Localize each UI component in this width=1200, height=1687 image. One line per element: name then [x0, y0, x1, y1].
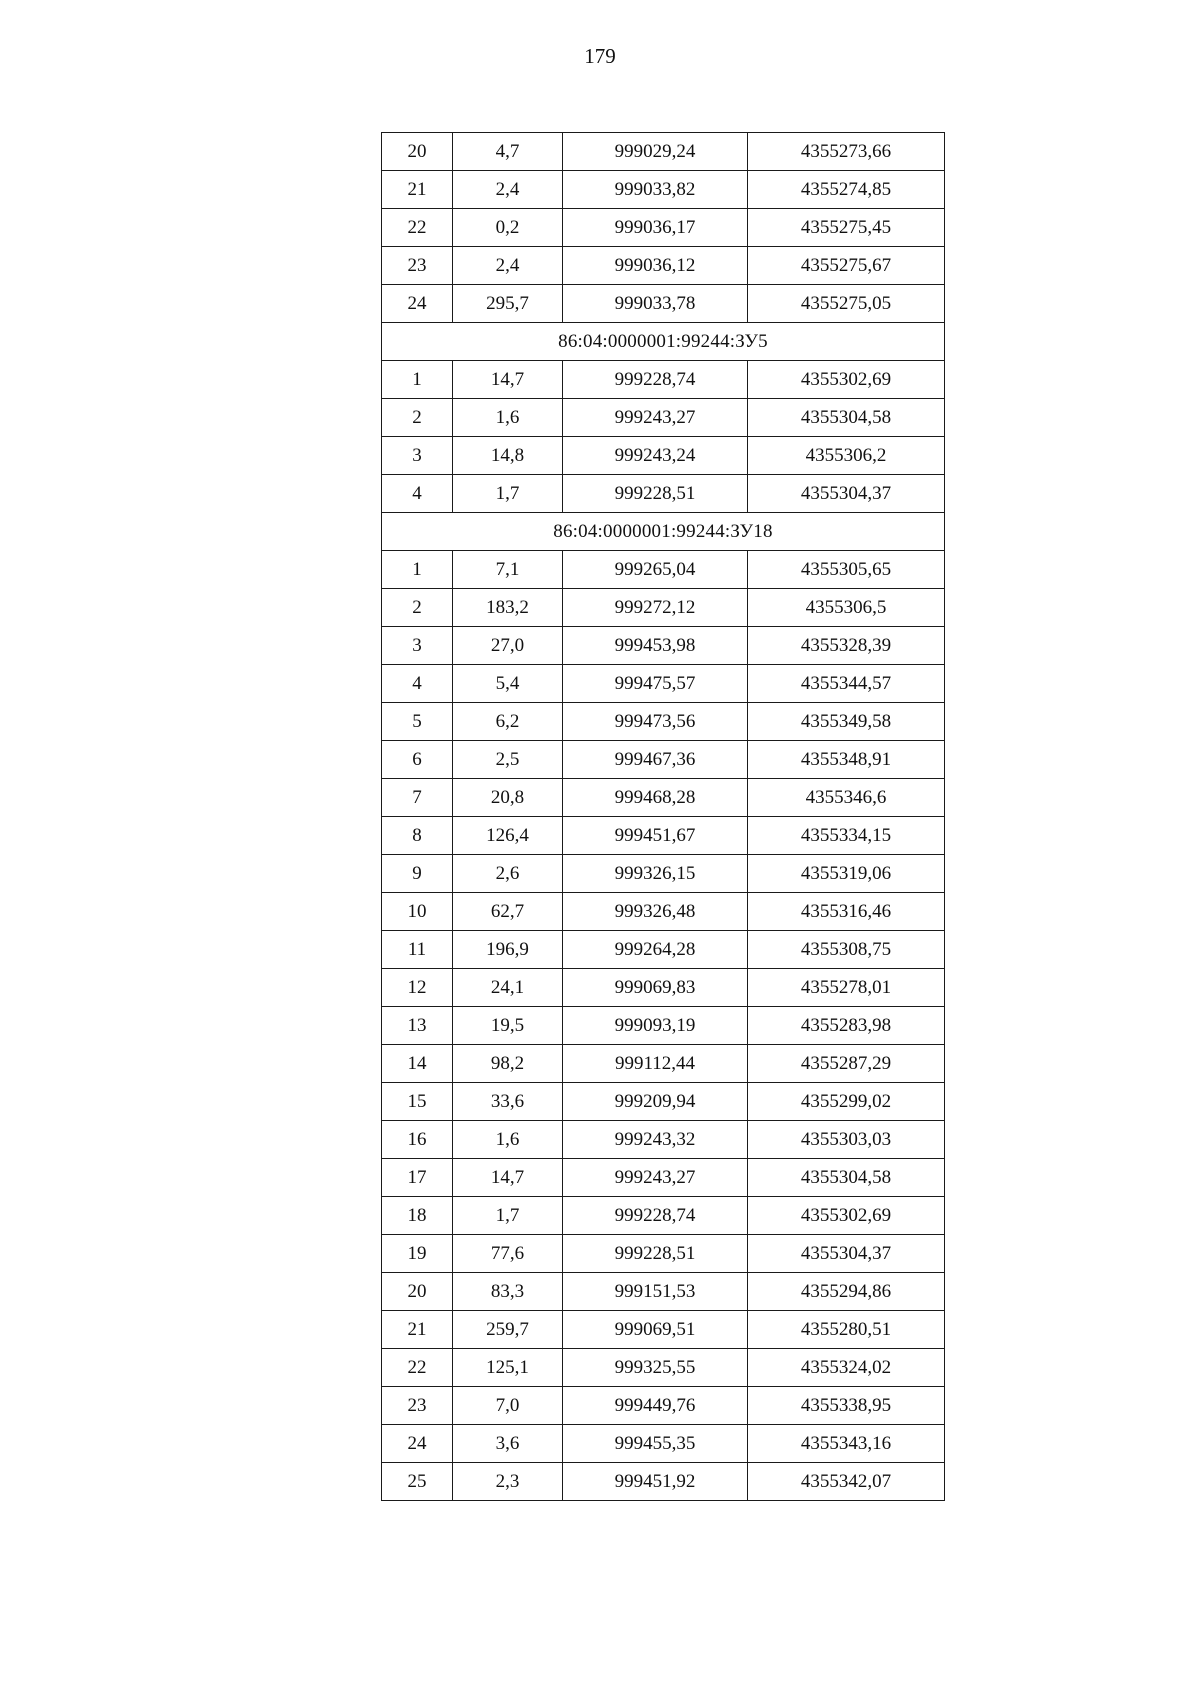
- point-number-cell: 2: [382, 399, 453, 437]
- segment-length-cell: 27,0: [453, 627, 563, 665]
- point-number-cell: 9: [382, 855, 453, 893]
- x-coordinate-cell: 999029,24: [563, 133, 748, 171]
- segment-length-cell: 2,5: [453, 741, 563, 779]
- point-number-cell: 22: [382, 1349, 453, 1387]
- point-number-cell: 6: [382, 741, 453, 779]
- segment-length-cell: 183,2: [453, 589, 563, 627]
- segment-length-cell: 14,8: [453, 437, 563, 475]
- point-number-cell: 21: [382, 1311, 453, 1349]
- x-coordinate-cell: 999326,15: [563, 855, 748, 893]
- segment-length-cell: 83,3: [453, 1273, 563, 1311]
- y-coordinate-cell: 4355316,46: [748, 893, 945, 931]
- table-row: [382, 437, 945, 475]
- y-coordinate-cell: 4355275,67: [748, 247, 945, 285]
- point-number-cell: 24: [382, 285, 453, 323]
- y-coordinate-cell: 4355343,16: [748, 1425, 945, 1463]
- x-coordinate-cell: 999243,32: [563, 1121, 748, 1159]
- y-coordinate-cell: 4355304,58: [748, 399, 945, 437]
- point-number-cell: 21: [382, 171, 453, 209]
- table-row: [382, 1273, 945, 1311]
- table-row: [382, 1045, 945, 1083]
- y-coordinate-cell: 4355283,98: [748, 1007, 945, 1045]
- x-coordinate-cell: 999451,92: [563, 1463, 748, 1501]
- table-row: [382, 361, 945, 399]
- point-number-cell: 3: [382, 437, 453, 475]
- x-coordinate-cell: 999093,19: [563, 1007, 748, 1045]
- y-coordinate-cell: 4355304,37: [748, 1235, 945, 1273]
- segment-length-cell: 295,7: [453, 285, 563, 323]
- x-coordinate-cell: 999326,48: [563, 893, 748, 931]
- table-row: [382, 551, 945, 589]
- table-row: [382, 817, 945, 855]
- segment-length-cell: 14,7: [453, 361, 563, 399]
- parcel-cadastral-number: 86:04:0000001:99244:ЗУ18: [382, 513, 945, 551]
- point-number-cell: 23: [382, 1387, 453, 1425]
- y-coordinate-cell: 4355304,58: [748, 1159, 945, 1197]
- x-coordinate-cell: 999069,83: [563, 969, 748, 1007]
- y-coordinate-cell: 4355299,02: [748, 1083, 945, 1121]
- y-coordinate-cell: 4355294,86: [748, 1273, 945, 1311]
- point-number-cell: 16: [382, 1121, 453, 1159]
- point-number-cell: 24: [382, 1425, 453, 1463]
- y-coordinate-cell: 4355303,03: [748, 1121, 945, 1159]
- y-coordinate-cell: 4355304,37: [748, 475, 945, 513]
- x-coordinate-cell: 999228,51: [563, 1235, 748, 1273]
- segment-length-cell: 1,6: [453, 1121, 563, 1159]
- x-coordinate-cell: 999036,12: [563, 247, 748, 285]
- segment-length-cell: 62,7: [453, 893, 563, 931]
- table-row: [382, 703, 945, 741]
- coordinates-table: [381, 132, 945, 1501]
- table-row: [382, 1197, 945, 1235]
- y-coordinate-cell: 4355306,5: [748, 589, 945, 627]
- table-row: [382, 475, 945, 513]
- y-coordinate-cell: 4355287,29: [748, 1045, 945, 1083]
- x-coordinate-cell: 999475,57: [563, 665, 748, 703]
- parcel-cadastral-number: 86:04:0000001:99244:ЗУ5: [382, 323, 945, 361]
- segment-length-cell: 7,1: [453, 551, 563, 589]
- y-coordinate-cell: 4355305,65: [748, 551, 945, 589]
- x-coordinate-cell: 999243,27: [563, 399, 748, 437]
- y-coordinate-cell: 4355278,01: [748, 969, 945, 1007]
- table-row: [382, 931, 945, 969]
- segment-length-cell: 7,0: [453, 1387, 563, 1425]
- x-coordinate-cell: 999449,76: [563, 1387, 748, 1425]
- point-number-cell: 20: [382, 1273, 453, 1311]
- segment-length-cell: 2,6: [453, 855, 563, 893]
- segment-length-cell: 3,6: [453, 1425, 563, 1463]
- point-number-cell: 15: [382, 1083, 453, 1121]
- x-coordinate-cell: 999112,44: [563, 1045, 748, 1083]
- segment-length-cell: 2,3: [453, 1463, 563, 1501]
- point-number-cell: 1: [382, 551, 453, 589]
- y-coordinate-cell: 4355349,58: [748, 703, 945, 741]
- x-coordinate-cell: 999228,51: [563, 475, 748, 513]
- table-row: [382, 665, 945, 703]
- point-number-cell: 7: [382, 779, 453, 817]
- table-row: [382, 1425, 945, 1463]
- y-coordinate-cell: 4355319,06: [748, 855, 945, 893]
- y-coordinate-cell: 4355308,75: [748, 931, 945, 969]
- table-row: [382, 171, 945, 209]
- y-coordinate-cell: 4355344,57: [748, 665, 945, 703]
- point-number-cell: 19: [382, 1235, 453, 1273]
- point-number-cell: 14: [382, 1045, 453, 1083]
- point-number-cell: 20: [382, 133, 453, 171]
- y-coordinate-cell: 4355324,02: [748, 1349, 945, 1387]
- point-number-cell: 2: [382, 589, 453, 627]
- point-number-cell: 4: [382, 475, 453, 513]
- x-coordinate-cell: 999033,78: [563, 285, 748, 323]
- segment-length-cell: 196,9: [453, 931, 563, 969]
- table-row: [382, 399, 945, 437]
- x-coordinate-cell: 999033,82: [563, 171, 748, 209]
- point-number-cell: 22: [382, 209, 453, 247]
- segment-length-cell: 20,8: [453, 779, 563, 817]
- y-coordinate-cell: 4355302,69: [748, 361, 945, 399]
- point-number-cell: 8: [382, 817, 453, 855]
- x-coordinate-cell: 999325,55: [563, 1349, 748, 1387]
- y-coordinate-cell: 4355306,2: [748, 437, 945, 475]
- point-number-cell: 10: [382, 893, 453, 931]
- point-number-cell: 13: [382, 1007, 453, 1045]
- segment-length-cell: 14,7: [453, 1159, 563, 1197]
- x-coordinate-cell: 999209,94: [563, 1083, 748, 1121]
- segment-length-cell: 1,7: [453, 475, 563, 513]
- x-coordinate-cell: 999243,24: [563, 437, 748, 475]
- table-row: [382, 1159, 945, 1197]
- y-coordinate-cell: 4355338,95: [748, 1387, 945, 1425]
- segment-length-cell: 77,6: [453, 1235, 563, 1273]
- segment-length-cell: 33,6: [453, 1083, 563, 1121]
- point-number-cell: 1: [382, 361, 453, 399]
- x-coordinate-cell: 999272,12: [563, 589, 748, 627]
- table-row: [382, 1235, 945, 1273]
- segment-length-cell: 2,4: [453, 247, 563, 285]
- point-number-cell: 11: [382, 931, 453, 969]
- segment-length-cell: 4,7: [453, 133, 563, 171]
- table-row: [382, 1311, 945, 1349]
- table-row: [382, 133, 945, 171]
- x-coordinate-cell: 999264,28: [563, 931, 748, 969]
- x-coordinate-cell: 999228,74: [563, 1197, 748, 1235]
- x-coordinate-cell: 999467,36: [563, 741, 748, 779]
- segment-length-cell: 1,6: [453, 399, 563, 437]
- table-row: [382, 779, 945, 817]
- table-row: [382, 1463, 945, 1501]
- segment-length-cell: 5,4: [453, 665, 563, 703]
- point-number-cell: 25: [382, 1463, 453, 1501]
- y-coordinate-cell: 4355334,15: [748, 817, 945, 855]
- table-row: [382, 627, 945, 665]
- table-row: [382, 589, 945, 627]
- table-row: [382, 247, 945, 285]
- segment-length-cell: 125,1: [453, 1349, 563, 1387]
- x-coordinate-cell: 999265,04: [563, 551, 748, 589]
- x-coordinate-cell: 999468,28: [563, 779, 748, 817]
- point-number-cell: 18: [382, 1197, 453, 1235]
- table-row: [382, 969, 945, 1007]
- y-coordinate-cell: 4355275,45: [748, 209, 945, 247]
- segment-length-cell: 6,2: [453, 703, 563, 741]
- y-coordinate-cell: 4355328,39: [748, 627, 945, 665]
- x-coordinate-cell: 999451,67: [563, 817, 748, 855]
- point-number-cell: 23: [382, 247, 453, 285]
- segment-length-cell: 2,4: [453, 171, 563, 209]
- coordinates-table-body: [382, 133, 945, 1501]
- point-number-cell: 3: [382, 627, 453, 665]
- table-row: [382, 1121, 945, 1159]
- x-coordinate-cell: 999151,53: [563, 1273, 748, 1311]
- segment-length-cell: 19,5: [453, 1007, 563, 1045]
- x-coordinate-cell: 999455,35: [563, 1425, 748, 1463]
- table-row: [382, 1349, 945, 1387]
- y-coordinate-cell: 4355280,51: [748, 1311, 945, 1349]
- x-coordinate-cell: 999228,74: [563, 361, 748, 399]
- table-row: [382, 1007, 945, 1045]
- y-coordinate-cell: 4355346,6: [748, 779, 945, 817]
- x-coordinate-cell: 999036,17: [563, 209, 748, 247]
- y-coordinate-cell: 4355273,66: [748, 133, 945, 171]
- table-row: [382, 209, 945, 247]
- page-number: 179: [584, 44, 616, 68]
- segment-length-cell: 24,1: [453, 969, 563, 1007]
- table-row: [382, 285, 945, 323]
- table-row: [382, 855, 945, 893]
- point-number-cell: 4: [382, 665, 453, 703]
- table-row: [382, 741, 945, 779]
- y-coordinate-cell: 4355302,69: [748, 1197, 945, 1235]
- point-number-cell: 12: [382, 969, 453, 1007]
- point-number-cell: 5: [382, 703, 453, 741]
- x-coordinate-cell: 999243,27: [563, 1159, 748, 1197]
- segment-length-cell: 0,2: [453, 209, 563, 247]
- segment-length-cell: 1,7: [453, 1197, 563, 1235]
- y-coordinate-cell: 4355274,85: [748, 171, 945, 209]
- parcel-heading-row: [382, 323, 945, 361]
- table-row: [382, 1083, 945, 1121]
- segment-length-cell: 126,4: [453, 817, 563, 855]
- x-coordinate-cell: 999069,51: [563, 1311, 748, 1349]
- x-coordinate-cell: 999473,56: [563, 703, 748, 741]
- x-coordinate-cell: 999453,98: [563, 627, 748, 665]
- y-coordinate-cell: 4355275,05: [748, 285, 945, 323]
- segment-length-cell: 98,2: [453, 1045, 563, 1083]
- point-number-cell: 17: [382, 1159, 453, 1197]
- table-row: [382, 1387, 945, 1425]
- y-coordinate-cell: 4355348,91: [748, 741, 945, 779]
- parcel-heading-row: [382, 513, 945, 551]
- y-coordinate-cell: 4355342,07: [748, 1463, 945, 1501]
- table-row: [382, 893, 945, 931]
- segment-length-cell: 259,7: [453, 1311, 563, 1349]
